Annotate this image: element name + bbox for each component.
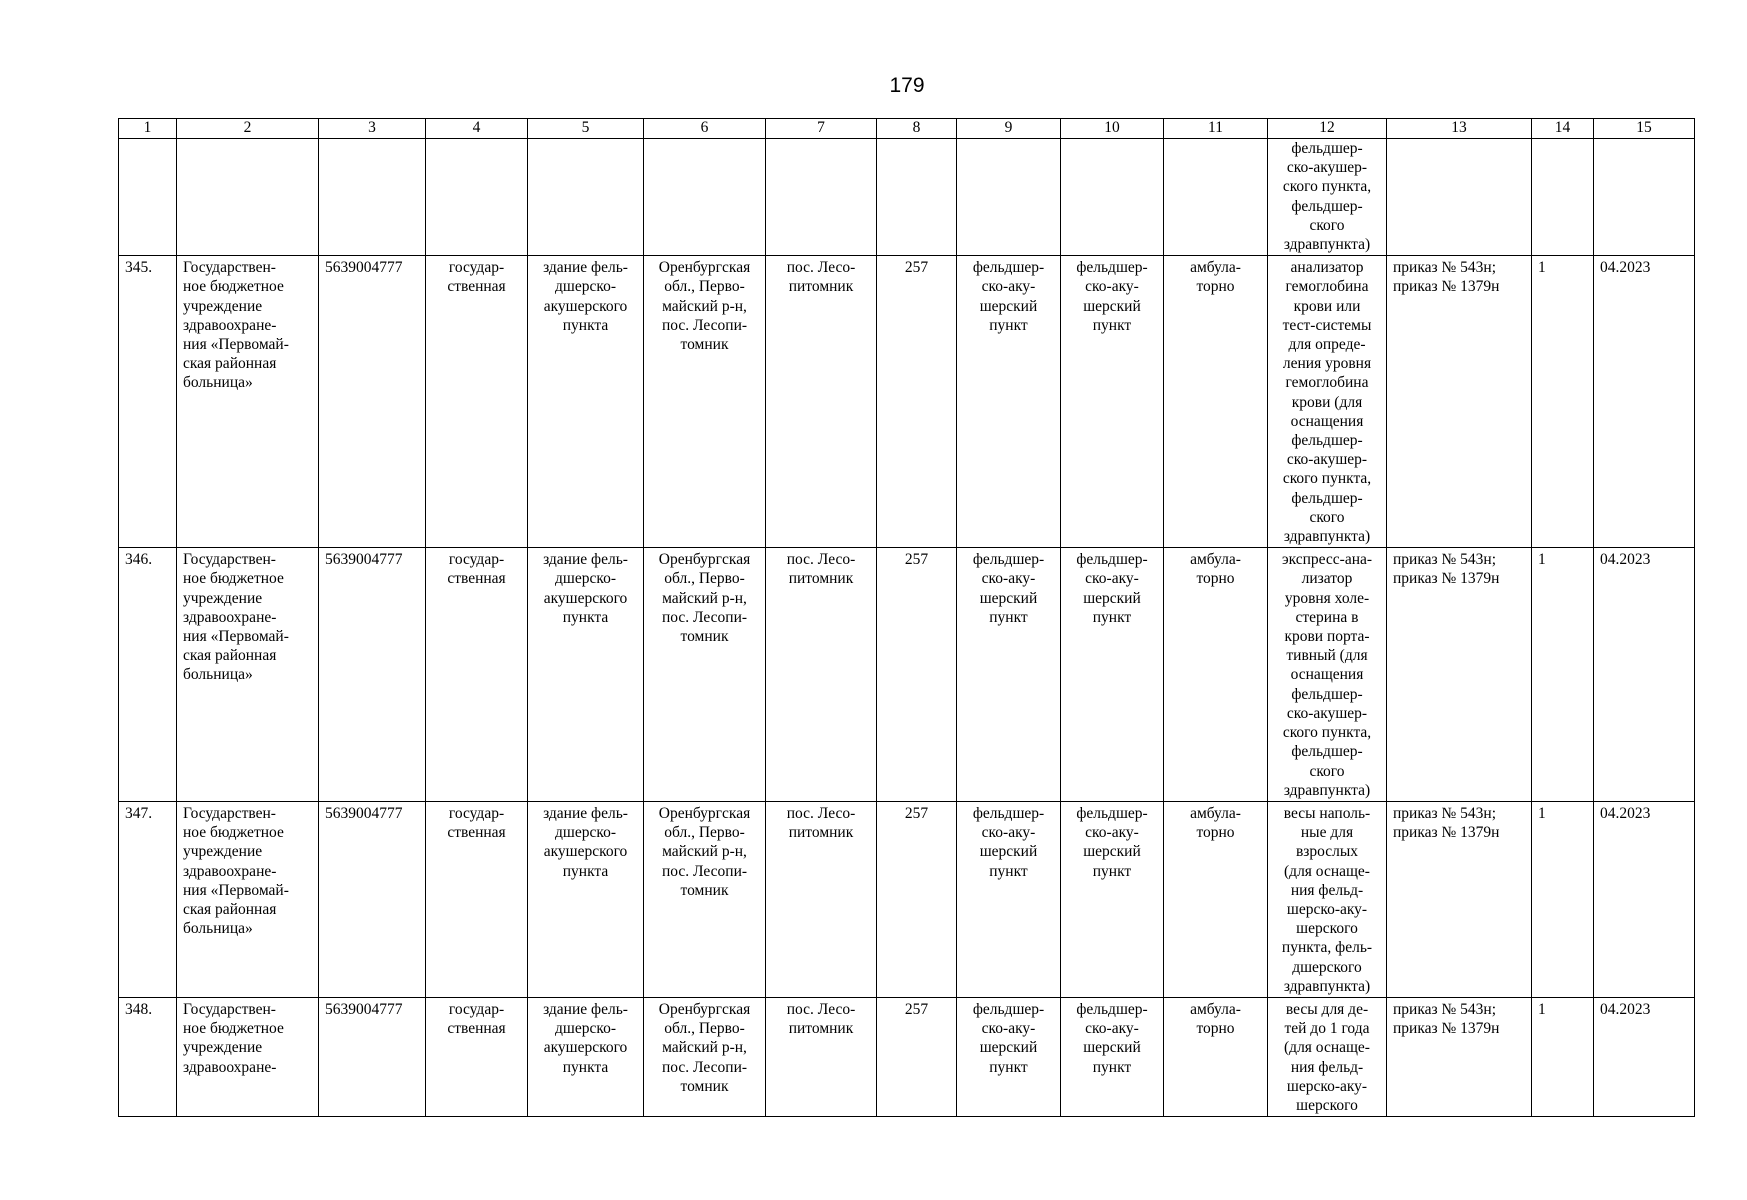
column-header: 15 bbox=[1594, 119, 1695, 139]
inn-cell: 5639004777 bbox=[319, 801, 426, 997]
address-cell: Оренбургская обл., Перво- майский р-н, пос. Лесопи- томник bbox=[644, 256, 766, 548]
date-cell: 04.2023 bbox=[1594, 801, 1695, 997]
table-row bbox=[119, 548, 1695, 802]
column-header: 6 bbox=[644, 119, 766, 139]
ownership-cell: государ- ственная bbox=[426, 801, 528, 997]
building-cell: здание фель- дшерско- акушерского пункта bbox=[528, 997, 644, 1116]
care-cell: амбула- торно bbox=[1164, 801, 1268, 997]
care-cell: амбула- торно bbox=[1164, 256, 1268, 548]
locality-cell: пос. Лесо- питомник bbox=[766, 256, 877, 548]
continuation-row bbox=[119, 139, 1695, 256]
order-cell: приказ № 543н; приказ № 1379н bbox=[1387, 256, 1532, 548]
unit-type-cell: фельдшер- ско-аку- шерский пункт bbox=[957, 997, 1061, 1116]
unit-cell: фельдшер- ско-аку- шерский пункт bbox=[1061, 997, 1164, 1116]
column-header: 3 bbox=[319, 119, 426, 139]
date-cell: 04.2023 bbox=[1594, 256, 1695, 548]
equipment-table bbox=[118, 118, 1695, 1117]
column-header: 12 bbox=[1268, 119, 1387, 139]
organization-cell: Государствен- ное бюджетное учреждение здравоохране- ния «Первомай- ская районная больница» bbox=[177, 801, 319, 997]
ownership-cell: государ- ственная bbox=[426, 256, 528, 548]
organization-cell: Государствен- ное бюджетное учреждение здравоохране- bbox=[177, 997, 319, 1116]
column-header: 5 bbox=[528, 119, 644, 139]
code-cell: 257 bbox=[877, 801, 957, 997]
unit-cell: фельдшер- ско-аку- шерский пункт bbox=[1061, 801, 1164, 997]
equipment-cell: фельдшер- ско-акушер- ского пункта, фельдшер- ского здравпункта) bbox=[1268, 139, 1387, 256]
column-header: 10 bbox=[1061, 119, 1164, 139]
table-row bbox=[119, 801, 1695, 997]
column-header: 2 bbox=[177, 119, 319, 139]
code-cell: 257 bbox=[877, 256, 957, 548]
care-cell: амбула- торно bbox=[1164, 997, 1268, 1116]
column-header: 13 bbox=[1387, 119, 1532, 139]
quantity-cell: 1 bbox=[1532, 548, 1594, 802]
order-cell: приказ № 543н; приказ № 1379н bbox=[1387, 548, 1532, 802]
date-cell: 04.2023 bbox=[1594, 548, 1695, 802]
row-number: 348. bbox=[119, 997, 177, 1116]
address-cell: Оренбургская обл., Перво- майский р-н, пос. Лесопи- томник bbox=[644, 997, 766, 1116]
unit-type-cell: фельдшер- ско-аку- шерский пункт bbox=[957, 548, 1061, 802]
inn-cell: 5639004777 bbox=[319, 548, 426, 802]
unit-type-cell: фельдшер- ско-аку- шерский пункт bbox=[957, 801, 1061, 997]
building-cell: здание фель- дшерско- акушерского пункта bbox=[528, 548, 644, 802]
address-cell: Оренбургская обл., Перво- майский р-н, пос. Лесопи- томник bbox=[644, 548, 766, 802]
unit-cell: фельдшер- ско-аку- шерский пункт bbox=[1061, 256, 1164, 548]
code-cell: 257 bbox=[877, 548, 957, 802]
column-header: 14 bbox=[1532, 119, 1594, 139]
order-cell: приказ № 543н; приказ № 1379н bbox=[1387, 801, 1532, 997]
column-number-row bbox=[119, 119, 1695, 139]
row-number: 345. bbox=[119, 256, 177, 548]
address-cell: Оренбургская обл., Перво- майский р-н, пос. Лесопи- томник bbox=[644, 801, 766, 997]
ownership-cell: государ- ственная bbox=[426, 997, 528, 1116]
quantity-cell: 1 bbox=[1532, 256, 1594, 548]
table-row bbox=[119, 997, 1695, 1116]
equipment-cell: весы для де- тей до 1 года (для оснаще- ния фельд- шерско-аку- шерского bbox=[1268, 997, 1387, 1116]
organization-cell: Государствен- ное бюджетное учреждение здравоохране- ния «Первомай- ская районная больница» bbox=[177, 548, 319, 802]
order-cell: приказ № 543н; приказ № 1379н bbox=[1387, 997, 1532, 1116]
inn-cell: 5639004777 bbox=[319, 256, 426, 548]
equipment-cell: весы наполь- ные для взрослых (для оснаще- ния фельд- шерско-аку- шерского пункта, фель- дшерского здравпункта) bbox=[1268, 801, 1387, 997]
row-number: 346. bbox=[119, 548, 177, 802]
locality-cell: пос. Лесо- питомник bbox=[766, 548, 877, 802]
organization-cell: Государствен- ное бюджетное учреждение здравоохране- ния «Первомай- ская районная больница» bbox=[177, 256, 319, 548]
building-cell: здание фель- дшерско- акушерского пункта bbox=[528, 801, 644, 997]
date-cell: 04.2023 bbox=[1594, 997, 1695, 1116]
page-number: 179 bbox=[889, 74, 925, 97]
unit-type-cell: фельдшер- ско-аку- шерский пункт bbox=[957, 256, 1061, 548]
row-number: 347. bbox=[119, 801, 177, 997]
column-header: 11 bbox=[1164, 119, 1268, 139]
column-header: 8 bbox=[877, 119, 957, 139]
locality-cell: пос. Лесо- питомник bbox=[766, 801, 877, 997]
table-row bbox=[119, 256, 1695, 548]
column-header: 7 bbox=[766, 119, 877, 139]
care-cell: амбула- торно bbox=[1164, 548, 1268, 802]
column-header: 9 bbox=[957, 119, 1061, 139]
equipment-cell: анализатор гемоглобина крови или тест-системы для опреде- ления уровня гемоглобина крови (для оснащения фельдшер- ско-акушер- ского пункта, фельдшер- ского здравпункта) bbox=[1268, 256, 1387, 548]
code-cell: 257 bbox=[877, 997, 957, 1116]
ownership-cell: государ- ственная bbox=[426, 548, 528, 802]
locality-cell: пос. Лесо- питомник bbox=[766, 997, 877, 1116]
column-header: 4 bbox=[426, 119, 528, 139]
column-header: 1 bbox=[119, 119, 177, 139]
equipment-cell: экспресс-ана- лизатор уровня холе- стерина в крови порта- тивный (для оснащения фельдшер- ско-акушер- ского пункта, фельдшер- ского здравпункта) bbox=[1268, 548, 1387, 802]
inn-cell: 5639004777 bbox=[319, 997, 426, 1116]
quantity-cell: 1 bbox=[1532, 997, 1594, 1116]
unit-cell: фельдшер- ско-аку- шерский пункт bbox=[1061, 548, 1164, 802]
building-cell: здание фель- дшерско- акушерского пункта bbox=[528, 256, 644, 548]
quantity-cell: 1 bbox=[1532, 801, 1594, 997]
